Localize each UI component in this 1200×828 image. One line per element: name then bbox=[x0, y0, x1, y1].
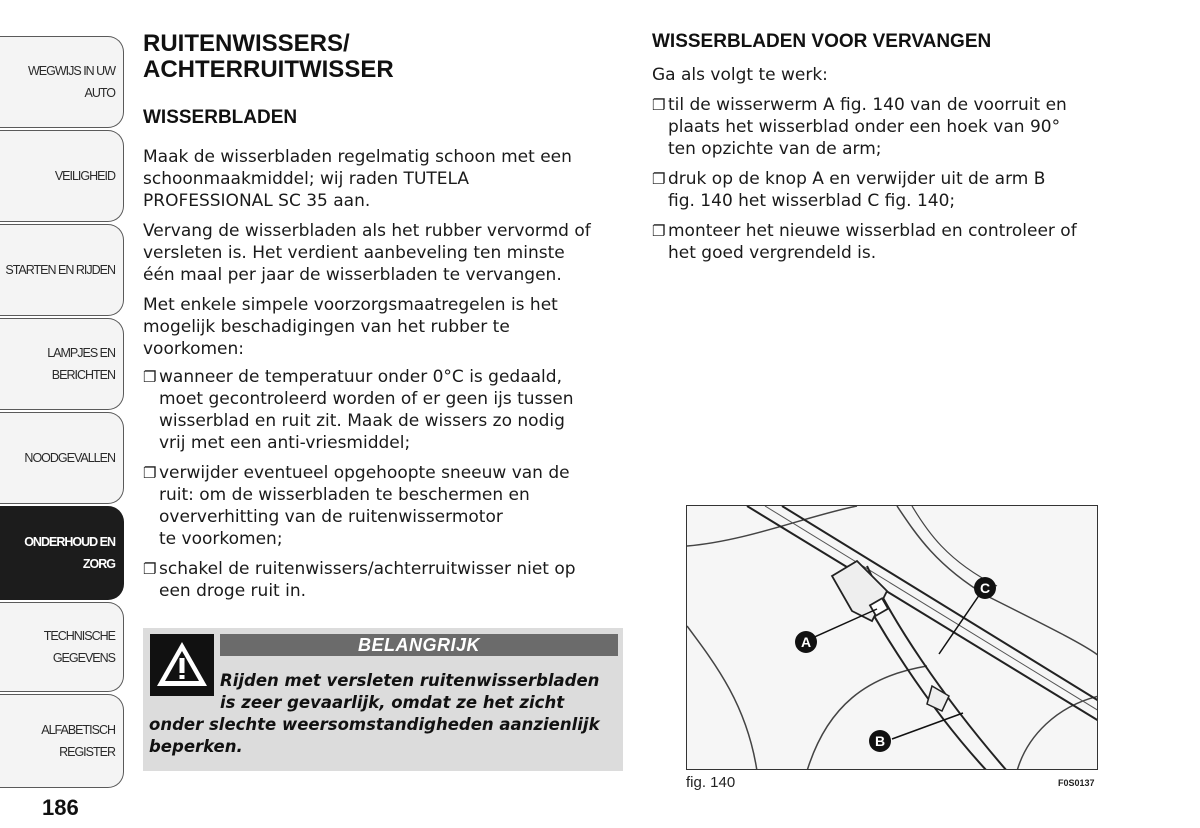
figure-code: F0S0137 bbox=[1058, 778, 1095, 788]
list-item bbox=[652, 220, 1122, 264]
warning-box bbox=[143, 628, 623, 771]
warning-line: Rijden met versleten ruitenwisserbladen bbox=[220, 671, 600, 690]
sidebar-tab-label: ALFABETISCH REGISTER bbox=[41, 723, 115, 759]
section-heading: WISSERBLADEN bbox=[143, 107, 298, 128]
sidebar-tab-starten[interactable] bbox=[0, 224, 124, 316]
paragraph: Met enkele simpele voorzorgsmaatregelen is het mogelijk beschadigingen van het rubber te voorkomen: bbox=[143, 295, 558, 359]
list-item bbox=[143, 366, 623, 454]
sidebar-tab-veiligheid[interactable] bbox=[0, 130, 124, 222]
checkbox-bullet-icon: ❐ bbox=[652, 96, 666, 114]
page-title: RUITENWISSERS/ ACHTERRUITWISSER bbox=[143, 30, 394, 83]
right-column bbox=[652, 31, 1122, 264]
warning-line: is zeer gevaarlijk, omdat ze het zicht bbox=[220, 693, 565, 712]
checkbox-bullet-icon: ❐ bbox=[652, 170, 666, 188]
warning-line: beperken. bbox=[149, 737, 243, 756]
list-item-text: verwijder eventueel opgehoopte sneeuw van de ruit: om de wisserbladen te beschermen en oververhitting van de ruitenwissermotor te voorkomen; bbox=[159, 463, 570, 549]
wiper-illustration bbox=[687, 506, 1098, 770]
list-item bbox=[652, 168, 1122, 212]
warning-text bbox=[149, 670, 619, 758]
warning-title: BELANGRIJK bbox=[220, 634, 618, 656]
list-item bbox=[143, 462, 623, 550]
page-number: 186 bbox=[42, 795, 79, 820]
wiper-figure bbox=[686, 505, 1098, 770]
left-column bbox=[143, 31, 623, 602]
paragraph: Ga als volgt te werk: bbox=[652, 65, 828, 85]
sidebar-tab-label: LAMPJES EN BERICHTEN bbox=[47, 346, 115, 382]
list-item bbox=[652, 94, 1122, 160]
checkbox-bullet-icon: ❐ bbox=[143, 464, 157, 482]
paragraph: Maak de wisserbladen regelmatig schoon met een schoonmaakmiddel; wij raden TUTELA PROFESSIONAL SC 35 aan. bbox=[143, 147, 572, 211]
sidebar-tab-label: VEILIGHEID bbox=[54, 169, 115, 183]
paragraph: Vervang de wisserbladen als het rubber vervormd of versleten is. Het verdient aanbeveling ten minste één maal per jaar de wisserbladen te vervangen. bbox=[143, 221, 591, 285]
label-b: B bbox=[874, 733, 886, 749]
list-item-text: til de wisserwerm A fig. 140 van de voorruit en plaats het wisserblad onder een hoek van 90° ten opzichte van de arm; bbox=[668, 95, 1067, 159]
list-item-text: schakel de ruitenwissers/achterruitwisser niet op een droge ruit in. bbox=[159, 559, 576, 601]
checkbox-bullet-icon: ❐ bbox=[652, 222, 666, 240]
label-c: C bbox=[979, 580, 991, 596]
sidebar-tab-wegwijs[interactable] bbox=[0, 36, 124, 128]
list-item-text: wanneer de temperatuur onder 0°C is gedaald, moet gecontroleerd worden of er geen ijs tussen wisserblad en ruit zit. Maak de wissers zo nodig vrij met een anti-vriesmiddel; bbox=[159, 367, 574, 453]
list-item-text: monteer het nieuwe wisserblad en controleer of het goed vergrendeld is. bbox=[668, 221, 1077, 263]
list-item-text: druk op de knop A en verwijder uit de arm B fig. 140 het wisserblad C fig. 140; bbox=[668, 169, 1046, 211]
sidebar-tab-onderhoud[interactable] bbox=[0, 506, 124, 600]
section-heading: WISSERBLADEN VOOR VERVANGEN bbox=[652, 31, 992, 52]
sidebar-tab-label: WEGWIJS IN UW AUTO bbox=[28, 64, 115, 100]
checkbox-bullet-icon: ❐ bbox=[143, 368, 157, 386]
sidebar-tab-label: NOODGEVALLEN bbox=[24, 451, 115, 465]
sidebar-tab-noodgevallen[interactable] bbox=[0, 412, 124, 504]
list-item bbox=[143, 558, 623, 602]
checkbox-bullet-icon: ❐ bbox=[143, 560, 157, 578]
sidebar-tab-label: TECHNISCHE GEGEVENS bbox=[43, 629, 115, 665]
sidebar-tab-technische[interactable] bbox=[0, 602, 124, 692]
warning-line: onder slechte weersomstandigheden aanzienlijk bbox=[149, 715, 600, 734]
sidebar-tab-lampjes[interactable] bbox=[0, 318, 124, 410]
label-a: A bbox=[800, 634, 812, 650]
sidebar-tab-label: ONDERHOUD EN ZORG bbox=[24, 535, 115, 571]
sidebar-tab-label: STARTEN EN RIJDEN bbox=[5, 263, 115, 277]
figure-caption: fig. 140 bbox=[686, 774, 736, 791]
sidebar-tab-register[interactable] bbox=[0, 694, 124, 788]
